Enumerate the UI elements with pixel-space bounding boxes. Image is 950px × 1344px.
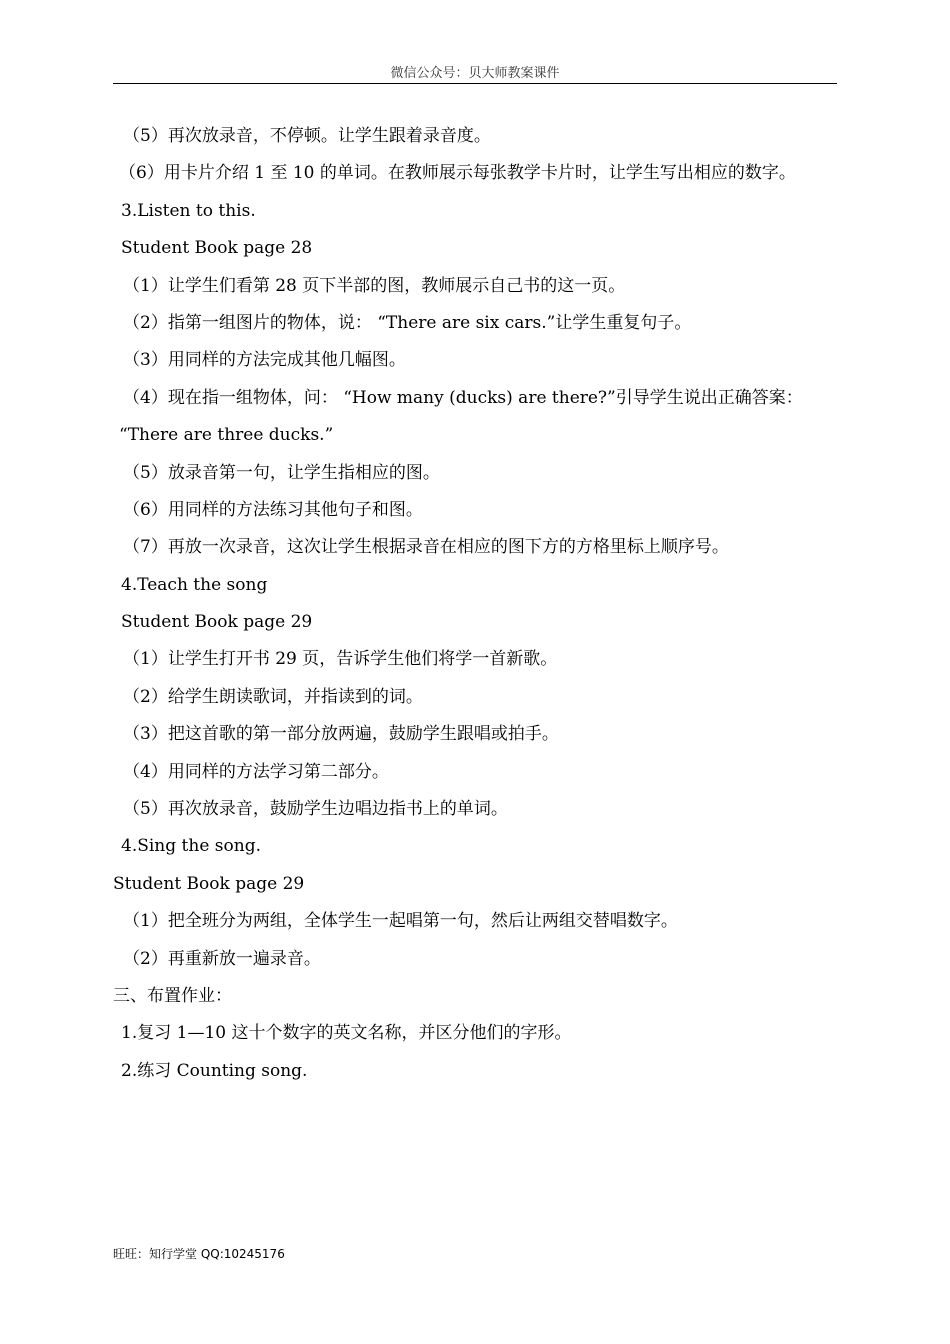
teach-step-1: （1）让学生打开书 29 页，告诉学生他们将学一首新歌。 [123,649,558,670]
student-book-page-28: Student Book page 28 [121,238,313,259]
teach-step-3: （3）把这首歌的第一部分放两遍，鼓励学生跟唱或拍手。 [123,724,559,745]
section-listen-heading: 3.Listen to this. [121,200,256,221]
listen-step-1: （1）让学生们看第 28 页下半部的图，教师展示自己书的这一页。 [123,275,626,296]
teach-step-4: （4）用同样的方法学习第二部分。 [123,761,389,782]
homework-heading: 三、布置作业： [113,985,232,1006]
step-5-replay: （5）再次放录音，不停顿。让学生跟着录音度。 [123,126,491,146]
homework-item-1: 1.复习 1—10 这十个数字的英文名称，并区分他们的字形。 [121,1023,572,1044]
header-divider [113,83,837,84]
listen-step-7: （7）再放一次录音，这次让学生根据录音在相应的图下方的方格里标上顺序号。 [123,537,729,558]
step-6-cards: （6）用卡片介绍 1 至 10 的单词。在教师展示每张教学卡片时，让学生写出相应的数字。 [119,163,796,184]
student-book-page-29-a: Student Book page 29 [121,612,313,633]
student-book-page-29-b: Student Book page 29 [113,873,305,894]
homework-item-2: 2.练习 Counting song. [121,1060,308,1081]
listen-step-4: （4）现在指一组物体，问： “How many (ducks) are there?”引导学生说出正确答案： [123,387,803,408]
listen-step-4-answer: “There are three ducks.” [119,425,334,446]
teach-step-2: （2）给学生朗读歌词，并指读到的词。 [123,686,423,707]
section-sing-song-heading: 4.Sing the song. [121,836,261,857]
document-body [113,118,853,1090]
sing-step-2: （2）再重新放一遍录音。 [123,948,321,969]
listen-step-2: （2）指第一组图片的物体，说： “There are six cars.”让学生重复句子。 [123,312,692,333]
listen-step-3: （3）用同样的方法完成其他几幅图。 [123,350,406,371]
listen-step-6: （6）用同样的方法练习其他句子和图。 [123,499,423,520]
sing-step-1: （1）把全班分为两组，全体学生一起唱第一句，然后让两组交替唱数字。 [123,911,678,932]
page-header: 微信公众号：贝大师教案课件 [390,66,560,81]
page-footer: 旺旺：知行学堂 QQ:10245176 [113,1247,285,1261]
teach-step-5: （5）再次放录音，鼓励学生边唱边指书上的单词。 [123,799,508,820]
section-teach-song-heading: 4.Teach the song [121,574,268,595]
listen-step-5: （5）放录音第一句，让学生指相应的图。 [123,462,440,483]
